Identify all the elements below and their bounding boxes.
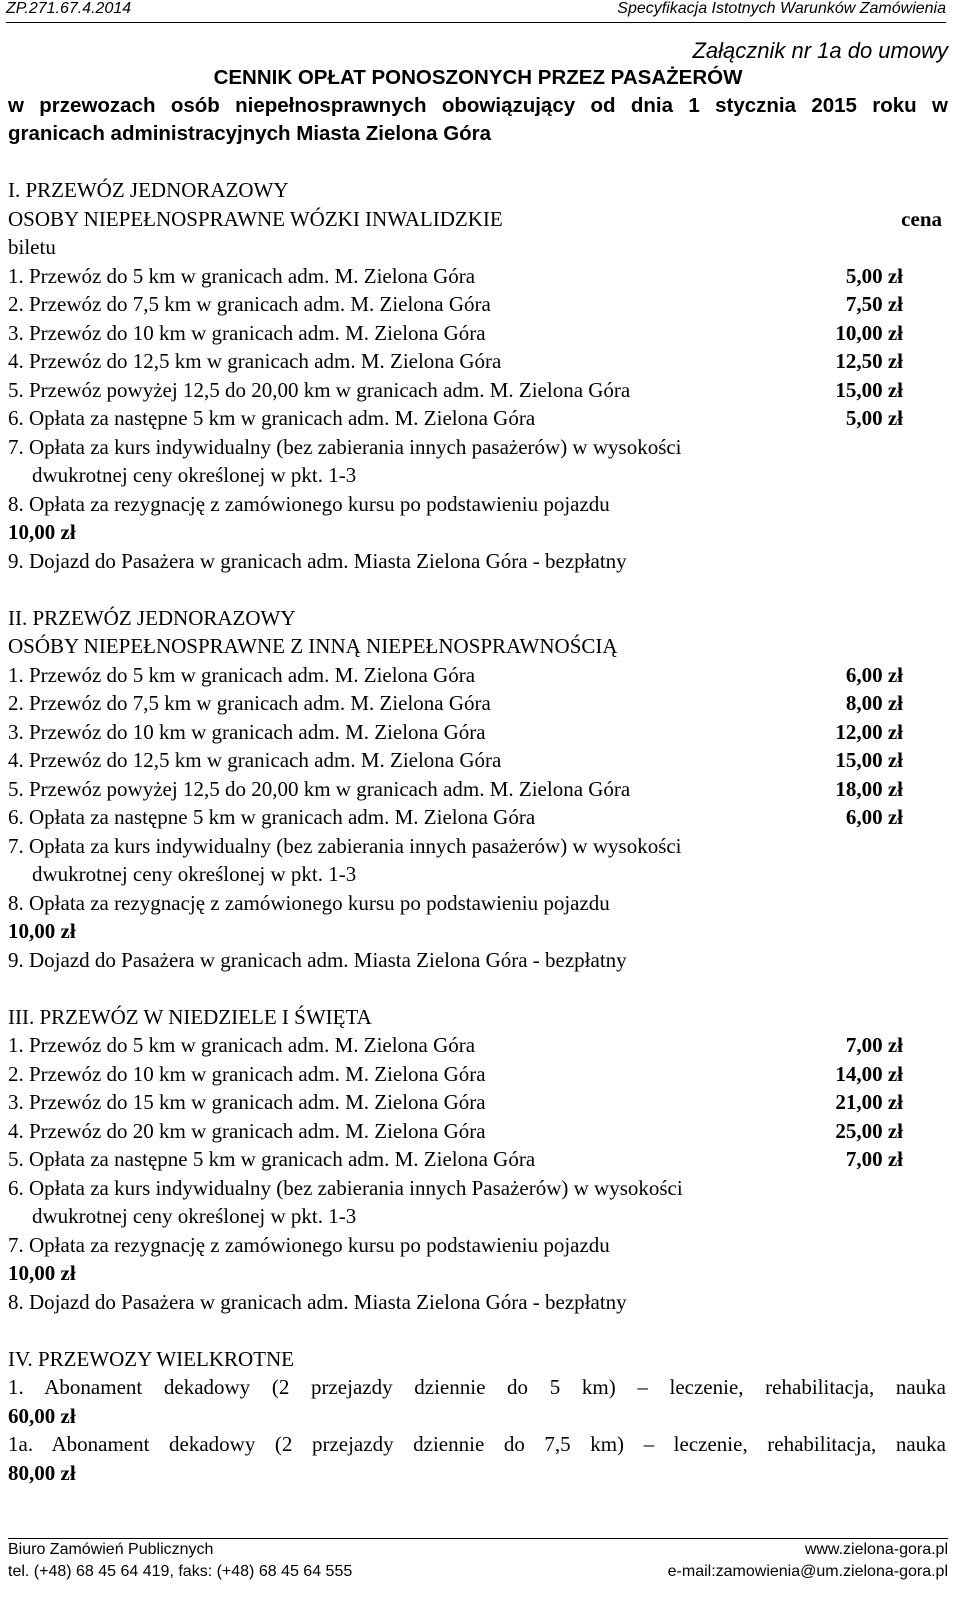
price-row <box>8 319 946 348</box>
item-label: 2. Przewóz do 10 km w granicach adm. M. Zielona Góra <box>8 1061 486 1086</box>
item-price: 8,00 zł <box>845 691 903 715</box>
reference-number: ZP.271.67.4.2014 <box>6 0 132 17</box>
item-price: 14,00 zł <box>835 1061 903 1086</box>
item-label: 2. Przewóz do 7,5 km w granicach adm. M. Zielona Góra <box>8 292 491 316</box>
annex-label: Załącznik nr 1a do umowy <box>692 38 948 63</box>
price-row <box>8 404 946 433</box>
item-label: 3. Przewóz do 10 km w granicach adm. M. Zielona Góra <box>8 320 486 345</box>
price-column-header-cont: biletu <box>8 235 56 259</box>
price-row <box>8 803 946 832</box>
page-footer <box>8 1538 948 1583</box>
item-1a-text: 1a. Abonament dekadowy (2 przejazdy dziennie do 7,5 km) – leczenie, rehabilitacja, nauka <box>8 1432 946 1456</box>
section-2-subheading: OSÓBY NIEPEŁNOSPRAWNE Z INNĄ NIEPEŁNOSPRAWNOŚCIĄ <box>8 634 618 658</box>
item-price: 12,00 zł <box>835 719 903 744</box>
item-price: 6,00 zł <box>845 662 903 687</box>
price-row <box>8 661 946 690</box>
section-4-heading: IV. PRZEWOZY WIELKROTNE <box>8 1346 294 1371</box>
item-price: 7,50 zł <box>845 292 903 316</box>
price-row <box>8 746 946 775</box>
price-column-header: cena <box>901 206 942 231</box>
price-row <box>8 262 946 291</box>
website-link[interactable]: www.zielona-gora.pl <box>804 1541 948 1558</box>
item-7-text: 7. Opłata za kurs indywidualny (bez zabierania innych pasażerów) w wysokości <box>8 833 682 858</box>
item-price: 18,00 zł <box>835 776 903 801</box>
price-row <box>8 718 946 747</box>
item-label: 2. Przewóz do 7,5 km w granicach adm. M. Zielona Góra <box>8 691 491 715</box>
item-label: 1. Przewóz do 5 km w granicach adm. M. Zielona Góra <box>8 662 476 687</box>
item-label: 3. Przewóz do 15 km w granicach adm. M. Zielona Góra <box>8 1090 486 1114</box>
item-price: 15,00 zł <box>835 748 903 772</box>
item-price: 10,00 zł <box>835 320 903 345</box>
price-row <box>8 1031 946 1060</box>
item-price: 6,00 zł <box>845 805 903 829</box>
price-row <box>8 347 946 376</box>
item-8-text: 8. Opłata za rezygnację z zamówionego kursu po podstawieniu pojazdu <box>8 491 610 516</box>
price-list <box>8 176 946 1487</box>
item-8-text: 8. Dojazd do Pasażera w granicach adm. Miasta Zielona Góra - bezpłatny <box>8 1289 627 1314</box>
item-price: 21,00 zł <box>835 1090 903 1114</box>
item-label: 1. Przewóz do 5 km w granicach adm. M. Zielona Góra <box>8 263 476 288</box>
item-label: 3. Przewóz do 10 km w granicach adm. M. Zielona Góra <box>8 719 486 744</box>
item-1-text: 1. Abonament dekadowy (2 przejazdy dziennie do 5 km) – leczenie, rehabilitacja, nauka <box>8 1375 946 1399</box>
price-row <box>8 376 946 405</box>
item-label: 6. Opłata za następne 5 km w granicach adm. M. Zielona Góra <box>8 406 536 430</box>
item-7-text: 7. Opłata za rezygnację z zamówionego kursu po podstawieniu pojazdu <box>8 1232 610 1257</box>
title-line-1: CENNIK OPŁAT PONOSZONYCH PRZEZ PASAŻERÓW <box>213 66 743 89</box>
item-label: 5. Opłata za następne 5 km w granicach adm. M. Zielona Góra <box>8 1147 536 1171</box>
item-7-price: 10,00 zł <box>8 1261 76 1285</box>
title-line-3: granicach administracyjnych Miasta Zielona Góra <box>8 122 492 145</box>
section-3-heading: III. PRZEWÓZ W NIEDZIELE I ŚWIĘTA <box>8 1004 372 1029</box>
item-6-text-cont: dwukrotnej ceny określonej w pkt. 1-3 <box>32 1204 357 1228</box>
item-8-price: 10,00 zł <box>8 919 76 943</box>
item-label: 1. Przewóz do 5 km w granicach adm. M. Zielona Góra <box>8 1033 476 1057</box>
office-name: Biuro Zamówień Publicznych <box>8 1541 214 1558</box>
price-row <box>8 1145 946 1174</box>
item-7-text-cont: dwukrotnej ceny określonej w pkt. 1-3 <box>32 463 357 487</box>
item-label: 4. Przewóz do 12,5 km w granicach adm. M. Zielona Góra <box>8 748 502 772</box>
price-row <box>8 1117 946 1146</box>
item-8-text: 8. Opłata za rezygnację z zamówionego kursu po podstawieniu pojazdu <box>8 890 610 915</box>
title-line-2: w przewozach osób niepełnosprawnych obowiązujący od dnia 1 stycznia 2015 roku w <box>8 94 948 117</box>
item-1a-price: 80,00 zł <box>8 1460 76 1485</box>
document-title <box>8 64 948 148</box>
item-label: 5. Przewóz powyżej 12,5 do 20,00 km w granicach adm. M. Zielona Góra <box>8 377 631 402</box>
item-9-text: 9. Dojazd do Pasażera w granicach adm. Miasta Zielona Góra - bezpłatny <box>8 548 627 573</box>
item-price: 7,00 zł <box>845 1147 903 1171</box>
item-price: 12,50 zł <box>835 349 903 373</box>
section-1-subheading: OSOBY NIEPEŁNOSPRAWNE WÓZKI INWALIDZKIE <box>8 206 503 231</box>
item-price: 5,00 zł <box>845 406 903 430</box>
price-row <box>8 290 946 319</box>
item-label: 5. Przewóz powyżej 12,5 do 20,00 km w granicach adm. M. Zielona Góra <box>8 776 631 801</box>
section-1-subheading-row <box>8 205 946 234</box>
email-link[interactable]: e-mail:zamowienia@um.zielona-gora.pl <box>667 1563 948 1580</box>
section-2-heading: II. PRZEWÓZ JEDNORAZOWY <box>8 605 296 630</box>
price-row <box>8 689 946 718</box>
item-7-text: 7. Opłata za kurs indywidualny (bez zabierania innych pasażerów) w wysokości <box>8 434 682 459</box>
item-6-text: 6. Opłata za kurs indywidualny (bez zabierania innych Pasażerów) w wysokości <box>8 1175 683 1200</box>
section-1-heading: I. PRZEWÓZ JEDNORAZOWY <box>8 178 289 202</box>
item-7-text-cont: dwukrotnej ceny określonej w pkt. 1-3 <box>32 862 357 886</box>
item-label: 4. Przewóz do 20 km w granicach adm. M. Zielona Góra <box>8 1118 486 1143</box>
price-row <box>8 775 946 804</box>
item-8-price: 10,00 zł <box>8 520 76 544</box>
price-row <box>8 1060 946 1089</box>
item-label: 6. Opłata za następne 5 km w granicach adm. M. Zielona Góra <box>8 805 536 829</box>
item-label: 4. Przewóz do 12,5 km w granicach adm. M. Zielona Góra <box>8 349 502 373</box>
footer-row-1 <box>8 1539 948 1561</box>
item-price: 25,00 zł <box>835 1118 903 1143</box>
price-row <box>8 1088 946 1117</box>
item-price: 7,00 zł <box>845 1033 903 1057</box>
page-header <box>6 0 946 23</box>
phone-fax: tel. (+48) 68 45 64 419, faks: (+48) 68 45 64 555 <box>8 1563 353 1580</box>
item-price: 15,00 zł <box>835 377 903 402</box>
item-1-price: 60,00 zł <box>8 1403 76 1428</box>
item-9-text: 9. Dojazd do Pasażera w granicach adm. Miasta Zielona Góra - bezpłatny <box>8 947 627 972</box>
item-price: 5,00 zł <box>845 263 903 288</box>
specification-title: Specyfikacja Istotnych Warunków Zamówienia <box>617 0 946 17</box>
footer-row-2 <box>8 1561 948 1583</box>
